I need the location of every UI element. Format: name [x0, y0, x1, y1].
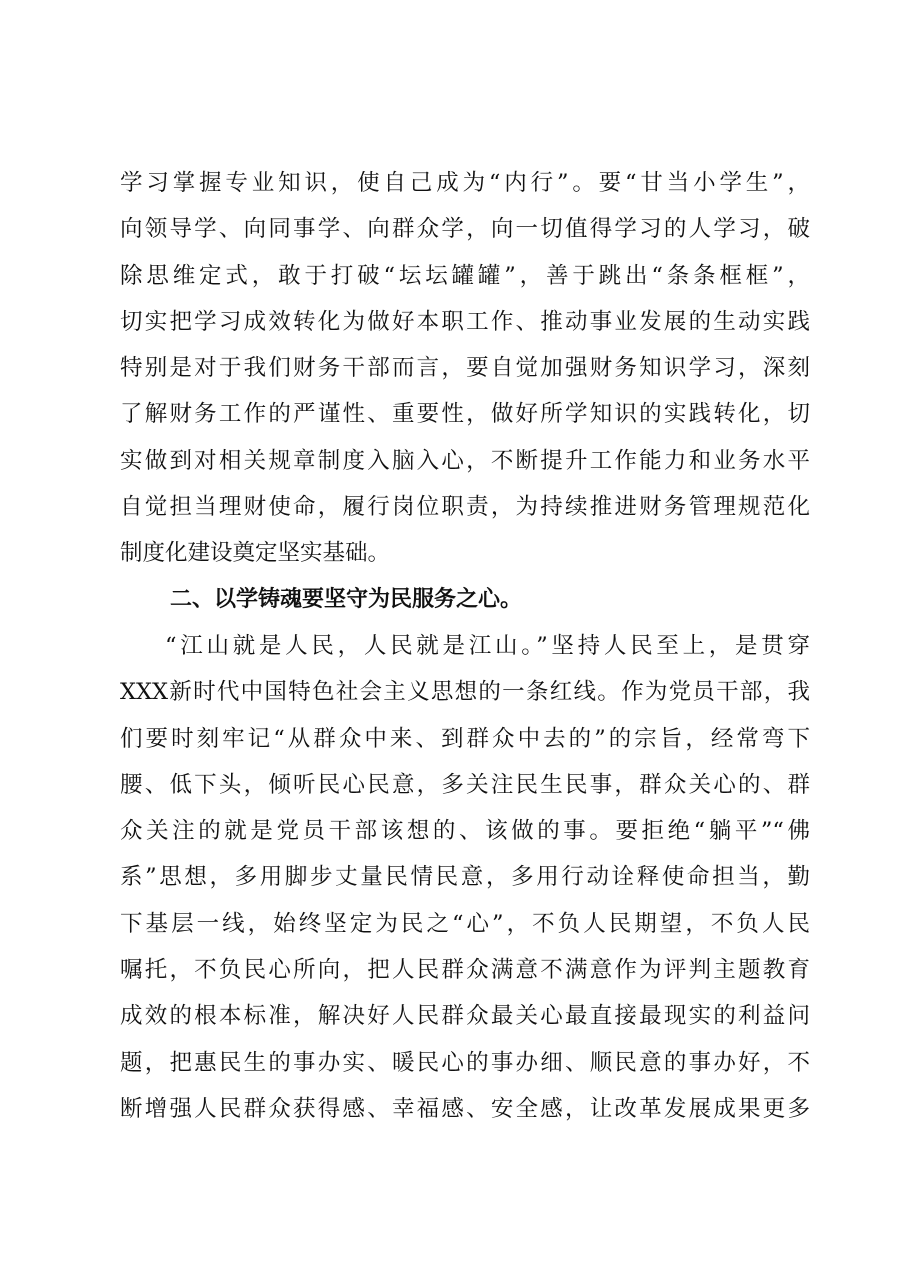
text-line-6: 了解财务工作的严谨性、重要性，做好所学知识的实践转化，切 — [120, 401, 810, 428]
text-line-3: 除思维定式，敢于打破“坛坛罐罐”，善于跳出“条条框框”， — [120, 262, 810, 289]
text-line-17: 下基层一线，始终坚定为民之“心”，不负人民期望，不负人民 — [120, 910, 810, 937]
text-line-7: 实做到对相关规章制度入脑入心，不断提升工作能力和业务水平 — [120, 447, 810, 474]
text-line-19: 成效的根本标准，解决好人民群众最关心最直接最现实的利益问 — [120, 1003, 810, 1030]
text-line-11: “江山就是人民，人民就是江山。”坚持人民至上，是贯穿 — [165, 632, 810, 659]
text-line-9: 制度化建设奠定坚实基础。 — [120, 540, 391, 567]
text-line-13: 们要时刻牢记“从群众中来、到群众中去的”的宗旨，经常弯下 — [120, 725, 810, 752]
section-heading: 二、以学铸魂要坚守为民服务之心。 — [170, 586, 523, 612]
text-line-21: 断增强人民群众获得感、幸福感、安全感，让改革发展成果更多 — [120, 1095, 810, 1122]
text-line-16: 系”思想，多用脚步丈量民情民意，多用行动诠释使命担当，勤 — [120, 864, 810, 891]
text-line-14: 腰、低下头，倾听民心民意，多关注民生民事，群众关心的、群 — [120, 771, 810, 798]
text-line-4: 切实把学习成效转化为做好本职工作、推动事业发展的生动实践 — [120, 308, 810, 335]
text-line-18: 嘱托，不负民心所向，把人民群众满意不满意作为评判主题教育 — [120, 957, 810, 984]
text-line-5: 特别是对于我们财务干部而言，要自觉加强财务知识学习，深刻 — [120, 355, 810, 382]
document-body — [120, 160, 810, 1132]
text-line-20: 题，把惠民生的事办实、暖民心的事办细、顺民意的事办好，不 — [120, 1049, 810, 1076]
text-line-8: 自觉担当理财使命，履行岗位职责，为持续推进财务管理规范化 — [120, 494, 810, 521]
text-line-12: XXX新时代中国特色社会主义思想的一条红线。作为党员干部，我 — [120, 679, 810, 706]
text-line-1: 学习掌握专业知识，使自己成为“内行”。要“甘当小学生”， — [120, 170, 810, 196]
text-line-2: 向领导学、向同事学、向群众学，向一切值得学习的人学习，破 — [120, 216, 810, 243]
text-line-15: 众关注的就是党员干部该想的、该做的事。要拒绝“躺平”“佛 — [120, 818, 810, 845]
